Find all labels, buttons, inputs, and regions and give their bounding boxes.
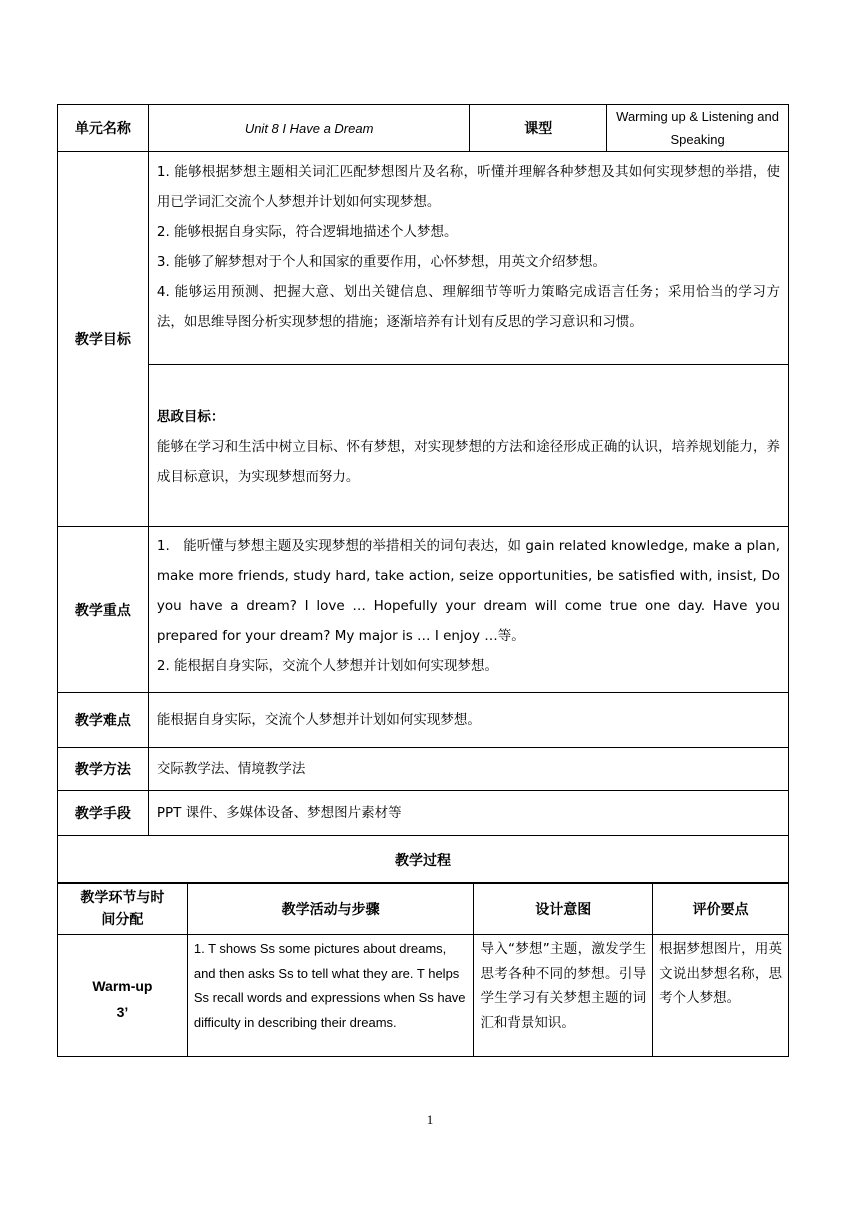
methods-label: 教学方法	[58, 748, 149, 791]
key-points-cell	[148, 527, 788, 693]
evaluation-cell: 根据梦想图片，用英文说出梦想名称，思考个人梦想。	[653, 935, 789, 1057]
key-points-row	[58, 527, 789, 693]
means-row	[58, 791, 789, 836]
lesson-type-label: 课型	[470, 105, 607, 152]
ideology-text: 能够在学习和生活中树立目标、怀有梦想，对实现梦想的方法和途径形成正确的认识，培养规划能力，养成目标意识，为实现梦想而努力。	[156, 439, 780, 485]
process-header-row	[58, 883, 789, 935]
page-number: 1	[426, 1112, 434, 1127]
intent-cell: 导入“梦想”主题，激发学生思考各种不同的梦想。引导学生学习有关梦想主题的词汇和背景知识。	[474, 935, 653, 1057]
stage-time: 3’	[116, 1004, 129, 1020]
objective-item: 3. 能够了解梦想对于个人和国家的重要作用，心怀梦想，用英文介绍梦想。	[156, 254, 607, 270]
objective-item: 2. 能够根据自身实际，符合逻辑地描述个人梦想。	[156, 224, 458, 240]
key-point-item: 2. 能根据自身实际，交流个人梦想并计划如何实现梦想。	[156, 658, 499, 674]
methods-row	[58, 748, 789, 791]
methods-text: 交际教学法、情境教学法	[148, 748, 788, 791]
unit-row	[58, 105, 789, 152]
process-title-row	[58, 836, 789, 884]
evaluation-header: 评价要点	[653, 883, 789, 935]
process-table	[57, 882, 789, 1057]
objectives-label: 教学目标	[58, 152, 149, 527]
ideology-cell	[148, 365, 788, 527]
intent-header: 设计意图	[474, 883, 653, 935]
key-point-item: 1. 能听懂与梦想主题及实现梦想的举措相关的词句表达，如 gain related knowledge, make a plan, make more friends, study hard, take action, seize opportunities, be satisfied with, insist, Do you have a dream? I love … Hopefully your dream will come true one day. Have you prepared for your dream? My major is … I enjoy …等。	[156, 538, 780, 644]
objectives-list	[149, 152, 788, 337]
difficulties-text: 能根据自身实际，交流个人梦想并计划如何实现梦想。	[148, 693, 788, 748]
unit-label: 单元名称	[58, 105, 149, 152]
ideology-block	[149, 365, 788, 492]
ideology-title: 思政目标：	[156, 409, 225, 425]
key-points-block	[149, 527, 788, 681]
difficulties-row	[58, 693, 789, 748]
stage-cell	[58, 935, 188, 1057]
means-text: PPT 课件、多媒体设备、梦想图片素材等	[148, 791, 788, 836]
objectives-row	[58, 152, 789, 365]
key-points-label: 教学重点	[58, 527, 149, 693]
process-title: 教学过程	[58, 836, 789, 884]
lesson-info-table	[57, 104, 789, 884]
means-label: 教学手段	[58, 791, 149, 836]
objective-item: 4. 能够运用预测、把握大意、划出关键信息、理解细节等听力策略完成语言任务；采用恰当的学习方法，如思维导图分析实现梦想的措施；逐渐培养有计划有反思的学习意识和习惯。	[156, 284, 780, 330]
process-row	[58, 935, 789, 1057]
activity-header: 教学活动与步骤	[187, 883, 474, 935]
ideology-row	[58, 365, 789, 527]
stage-header: 教学环节与时间分配	[58, 883, 188, 935]
objectives-cell	[148, 152, 788, 365]
activity-cell: 1. T shows Ss some pictures about dreams, and then asks Ss to tell what they are. T helps Ss recall words and expressions when Ss have difficulty in describing their dreams.	[187, 935, 474, 1057]
stage-name: Warm-up	[92, 978, 153, 994]
lesson-type-value: Warming up & Listening and Speaking	[607, 105, 789, 152]
unit-value: Unit 8 I Have a Dream	[148, 105, 470, 152]
objective-item: 1. 能够根据梦想主题相关词汇匹配梦想图片及名称，听懂并理解各种梦想及其如何实现梦想的举措，使用已学词汇交流个人梦想并计划如何实现梦想。	[156, 164, 780, 210]
difficulties-label: 教学难点	[58, 693, 149, 748]
